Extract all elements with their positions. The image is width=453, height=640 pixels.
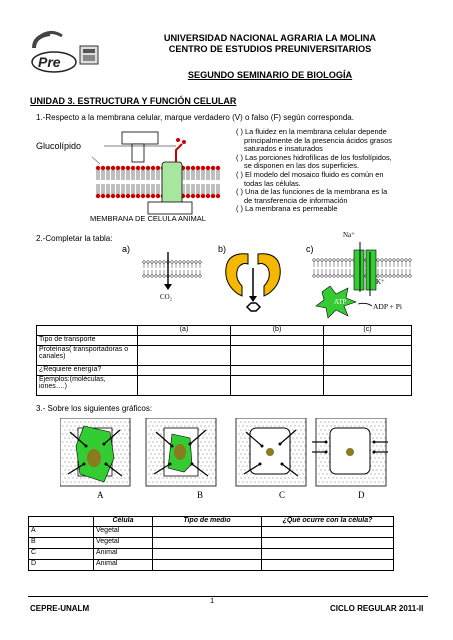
- row-letter: A: [29, 527, 94, 538]
- university-title: UNIVERSIDAD NACIONAL AGRARIA LA MOLINA: [163, 33, 377, 43]
- atp-label: ATP: [334, 298, 347, 306]
- membrane-label: MEMBRANA DE CELULA ANIMAL: [90, 214, 206, 223]
- statement-1c: saturados e insaturados: [244, 144, 323, 154]
- cell-type: Animal: [94, 549, 153, 560]
- table-header: ¿Qué ocurre con la célula?: [262, 517, 394, 527]
- cell-table: [28, 516, 394, 571]
- answer-cell[interactable]: [231, 366, 324, 376]
- row-label: Tipo de transporte: [37, 336, 138, 346]
- center-title: CENTRO DE ESTUDIOS PREUNIVERSITARIOS: [168, 44, 372, 54]
- fig-letter-d: D: [358, 490, 365, 500]
- row-label: Ejemplos:(moléculas, iones….): [37, 376, 138, 396]
- statement-2b: se disponen en las dos superficies.: [244, 161, 360, 171]
- answer-cell[interactable]: [262, 549, 394, 560]
- q1-prompt: 1.-Respecto a la membrana celular, marque verdadero (V) o falso (F) según corresponda.: [36, 113, 354, 122]
- footer-divider: [28, 596, 428, 597]
- statement-3b: todas las células.: [244, 178, 301, 188]
- answer-cell[interactable]: [153, 538, 262, 549]
- table-header: (a): [138, 326, 231, 336]
- cell-type: Vegetal: [94, 538, 153, 549]
- answer-cell[interactable]: [262, 527, 394, 538]
- answer-cell[interactable]: [138, 346, 231, 366]
- answer-cell[interactable]: [262, 560, 394, 571]
- q2-prompt: 2.-Completar la tabla:: [36, 234, 113, 243]
- osmosis-figures: [60, 418, 410, 490]
- table-header: Célula: [94, 517, 153, 527]
- table-header: [37, 326, 138, 336]
- statement-2a: ( ) Las porciones hidrofílicas de los fosfolípidos,: [236, 152, 392, 162]
- page-number: 1: [210, 596, 215, 605]
- statement-1a: ( ) La fluidez en la membrana celular depende: [236, 127, 387, 136]
- row-label: Proteínas( transportadoras o canales): [37, 346, 138, 366]
- cell-type: Animal: [94, 560, 153, 571]
- na-label: Na⁺: [343, 231, 355, 239]
- logo-text: Pre: [38, 54, 61, 70]
- answer-cell[interactable]: [324, 376, 412, 396]
- cell-type: Vegetal: [94, 527, 153, 538]
- answer-cell[interactable]: [138, 376, 231, 396]
- fig-label-c: c): [306, 244, 314, 254]
- statement-3a: ( ) El modelo del mosaico fluido es común en: [236, 169, 384, 179]
- footer-right: CICLO REGULAR 2011-II: [330, 604, 424, 613]
- answer-cell[interactable]: [262, 538, 394, 549]
- row-letter: B: [29, 538, 94, 549]
- answer-cell[interactable]: [231, 376, 324, 396]
- logo: [30, 28, 102, 78]
- statement-4b: de transferencia de información: [244, 195, 348, 205]
- footer-left: CEPRE-UNALM: [30, 604, 90, 613]
- row-label: ¿Requiere energía?: [37, 366, 138, 376]
- co2-label: CO₂: [160, 293, 173, 301]
- table-header: (b): [231, 326, 324, 336]
- membrane-diagram: [92, 128, 222, 218]
- table-header: [29, 517, 94, 527]
- answer-cell[interactable]: [153, 527, 262, 538]
- answer-cell[interactable]: [153, 549, 262, 560]
- q3-prompt: 3.- Sobre los siguientes gráficos:: [36, 404, 153, 413]
- transport-table: [36, 325, 412, 396]
- row-letter: D: [29, 560, 94, 571]
- fig-letter-a: A: [97, 490, 104, 500]
- answer-cell[interactable]: [324, 366, 412, 376]
- answer-cell[interactable]: [324, 346, 412, 366]
- table-header: Tipo de medio: [153, 517, 262, 527]
- transport-fig-a: [140, 252, 206, 312]
- answer-cell[interactable]: [231, 346, 324, 366]
- table-header: (c): [324, 326, 412, 336]
- answer-cell[interactable]: [231, 336, 324, 346]
- glucolipido-label: Glucolípido: [36, 141, 82, 151]
- row-letter: C: [29, 549, 94, 560]
- statement-5: ( ) La membrana es permeable: [236, 204, 338, 214]
- adp-label: ADP + Pi: [373, 302, 402, 311]
- statement-4a: ( ) Una de las funciones de la membrana es la: [236, 187, 388, 197]
- k-label: K⁺: [376, 278, 385, 286]
- transport-fig-b: [218, 250, 288, 320]
- answer-cell[interactable]: [324, 336, 412, 346]
- fig-letter-c: C: [279, 490, 286, 500]
- answer-cell[interactable]: [138, 366, 231, 376]
- unit-title: UNIDAD 3. ESTRUCTURA Y FUNCIÓN CELULAR: [30, 96, 237, 106]
- statement-1b: principalmente de la presencia ácidos grasos: [244, 135, 392, 145]
- answer-cell[interactable]: [153, 560, 262, 571]
- q1-statements: [236, 128, 436, 214]
- answer-cell[interactable]: [138, 336, 231, 346]
- fig-letter-b: B: [197, 490, 204, 500]
- fig-label-b: b): [218, 244, 227, 254]
- seminar-title: SEGUNDO SEMINARIO DE BIOLOGÍA: [187, 70, 353, 80]
- fig-label-a: a): [122, 244, 131, 254]
